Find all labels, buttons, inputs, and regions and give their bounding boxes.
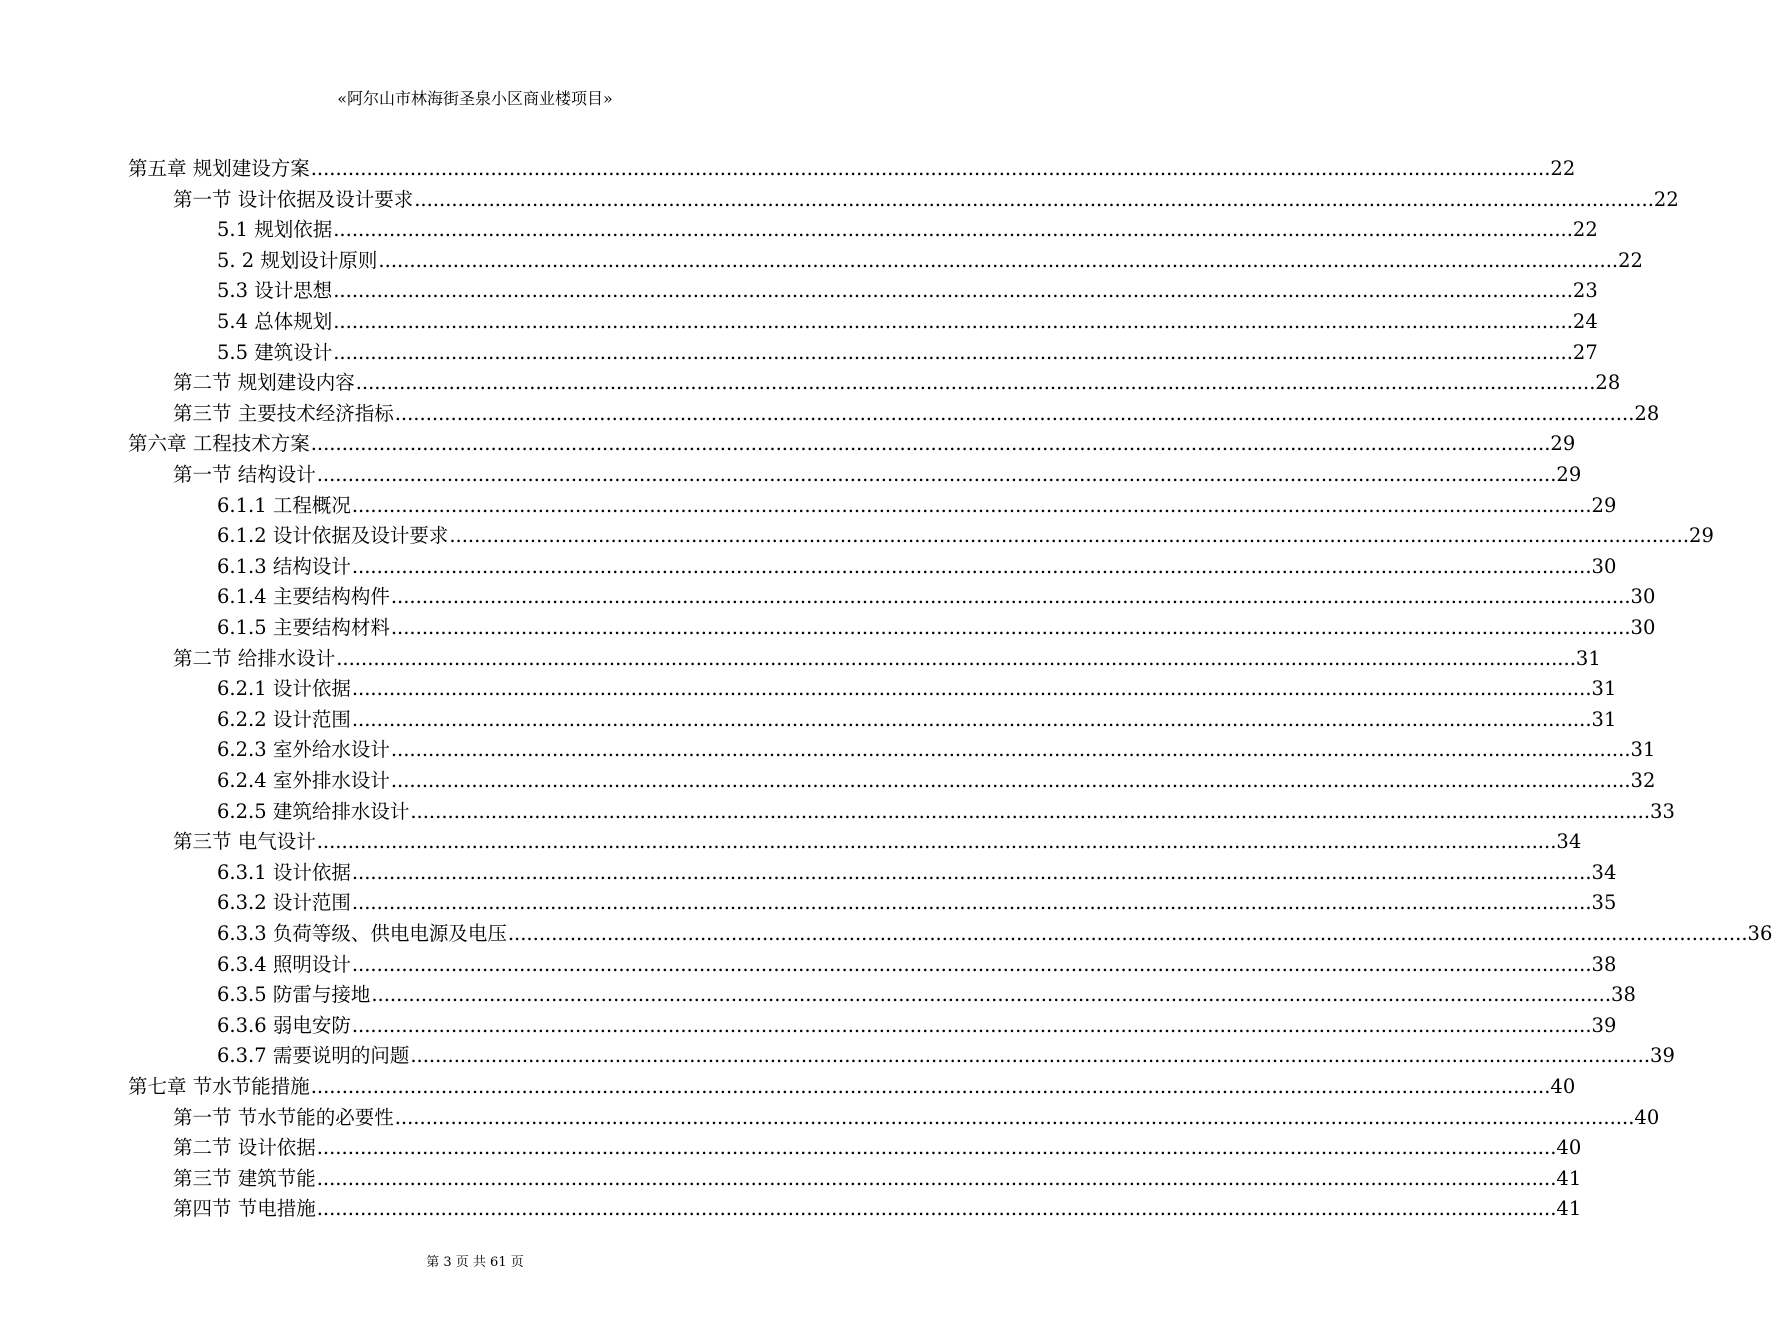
toc-leader-dots: ........................................................................................................................................................................................................: [351, 952, 1592, 976]
toc-entry-title: 第六章 工程技术方案: [128, 432, 310, 456]
toc-page-number: 38: [1591, 952, 1617, 976]
toc-leader-dots: ........................................................................................................................................................................................................: [310, 157, 1551, 180]
toc-leader-dots: ........................................................................................................................................................................................................: [310, 1075, 1551, 1098]
toc-page-number: 30: [1630, 585, 1656, 609]
toc-entry[interactable]: [173, 183, 1679, 213]
toc-page-number: 29: [1556, 463, 1582, 486]
toc-entry-title: 第二节 给排水设计: [173, 646, 336, 670]
toc-leader-dots: ........................................................................................................................................................................................................: [351, 1013, 1592, 1037]
toc-page-number: 29: [1550, 432, 1576, 456]
document-header: «阿尔山市林海街圣泉小区商业楼项目»: [337, 89, 613, 108]
toc-page-number: 23: [1572, 279, 1598, 303]
toc-entry[interactable]: [217, 733, 1656, 763]
toc-page-number: 27: [1572, 340, 1598, 364]
toc-entry[interactable]: [217, 213, 1598, 243]
toc-leader-dots: ........................................................................................................................................................................................................: [333, 310, 1573, 333]
toc-page-number: 29: [1689, 524, 1714, 548]
toc-entry[interactable]: [217, 611, 1656, 641]
toc-entry-title: 6.3.6 弱电安防: [217, 1013, 351, 1037]
toc-page-number: 28: [1634, 401, 1660, 425]
toc-entry-title: 6.1.4 主要结构构件: [217, 585, 390, 609]
toc-entry-title: 6.2.1 设计依据: [217, 677, 351, 701]
toc-leader-dots: ........................................................................................................................................................................................................: [394, 401, 1635, 425]
toc-entry[interactable]: [217, 244, 1643, 274]
toc-entry[interactable]: [128, 152, 1576, 182]
toc-entry-title: 6.1.2 设计依据及设计要求: [217, 524, 449, 548]
toc-entry[interactable]: [173, 1192, 1582, 1222]
toc-leader-dots: ........................................................................................................................................................................................................: [351, 554, 1592, 578]
toc-page-number: 32: [1630, 769, 1656, 792]
toc-entry-title: 5.5 建筑设计: [217, 340, 333, 364]
toc-entry-title: 第三节 电气设计: [173, 830, 316, 854]
toc-page-number: 33: [1650, 799, 1675, 823]
toc-leader-dots: ........................................................................................................................................................................................................: [351, 707, 1592, 731]
toc-entry[interactable]: [173, 1101, 1660, 1131]
toc-leader-dots: ........................................................................................................................................................................................................: [316, 1136, 1557, 1160]
toc-leader-dots: ........................................................................................................................................................................................................: [394, 1105, 1635, 1129]
toc-leader-dots: ........................................................................................................................................................................................................: [316, 830, 1557, 854]
toc-leader-dots: ........................................................................................................................................................................................................: [316, 1197, 1557, 1221]
toc-page-number: 31: [1575, 646, 1601, 670]
toc-leader-dots: ........................................................................................................................................................................................................: [378, 248, 1619, 272]
toc-entry[interactable]: [217, 886, 1617, 916]
toc-page-number: 30: [1591, 554, 1617, 578]
toc-leader-dots: ........................................................................................................................................................................................................: [351, 493, 1592, 517]
toc-entry[interactable]: [217, 856, 1617, 886]
page-footer: 第 3 页 共 61 页: [426, 1255, 524, 1270]
toc-page-number: 31: [1591, 707, 1617, 731]
toc-leader-dots: ........................................................................................................................................................................................................: [351, 860, 1592, 884]
toc-leader-dots: ........................................................................................................................................................................................................: [351, 891, 1592, 915]
toc-entry[interactable]: [217, 550, 1617, 580]
toc-entry-title: 6.2.3 室外给水设计: [217, 738, 390, 762]
toc-entry-title: 第一节 设计依据及设计要求: [173, 187, 414, 211]
toc-entry[interactable]: [173, 397, 1660, 427]
toc-entry[interactable]: [173, 642, 1601, 672]
toc-page-number: 36: [1747, 922, 1772, 945]
toc-leader-dots: ........................................................................................................................................................................................................: [336, 646, 1576, 670]
toc-entry-title: 6.1.5 主要结构材料: [217, 616, 390, 639]
toc-entry[interactable]: [217, 274, 1598, 304]
toc-entry[interactable]: [173, 366, 1621, 396]
toc-page-number: 38: [1611, 983, 1636, 1007]
toc-page-number: 31: [1630, 738, 1656, 762]
toc-page-number: 34: [1556, 830, 1582, 854]
toc-entry[interactable]: [128, 427, 1576, 457]
toc-page-number: 40: [1550, 1075, 1576, 1098]
toc-entry[interactable]: [128, 1070, 1576, 1100]
toc-leader-dots: ........................................................................................................................................................................................................: [449, 524, 1690, 548]
toc-page-number: 39: [1591, 1013, 1617, 1037]
toc-page-number: 34: [1591, 860, 1617, 884]
toc-page-number: 22: [1653, 187, 1679, 211]
toc-page-number: 22: [1572, 218, 1598, 242]
toc-page-number: 31: [1591, 677, 1617, 701]
toc-entry-title: 第七章 节水节能措施: [128, 1075, 310, 1098]
toc-entry-title: 6.2.2 设计范围: [217, 707, 351, 731]
toc-entry-title: 5. 2 规划设计原则: [217, 248, 378, 272]
toc-page-number: 41: [1556, 1197, 1582, 1221]
toc-entry-title: 6.3.4 照明设计: [217, 952, 351, 976]
toc-page-number: 22: [1618, 248, 1643, 272]
toc-leader-dots: ........................................................................................................................................................................................................: [333, 340, 1573, 364]
toc-leader-dots: ........................................................................................................................................................................................................: [410, 799, 1651, 823]
toc-entry[interactable]: [217, 305, 1598, 335]
toc-entry[interactable]: [217, 703, 1617, 733]
toc-entry[interactable]: [217, 1039, 1675, 1069]
toc-entry[interactable]: [217, 795, 1675, 825]
toc-entry-title: 第二节 设计依据: [173, 1136, 316, 1160]
toc-leader-dots: ........................................................................................................................................................................................................: [316, 1166, 1557, 1190]
toc-entry[interactable]: [217, 489, 1617, 519]
toc-leader-dots: ........................................................................................................................................................................................................: [414, 187, 1654, 211]
toc-entry-title: 6.2.4 室外排水设计: [217, 769, 390, 792]
toc-entry-title: 6.3.1 设计依据: [217, 860, 351, 884]
toc-leader-dots: ........................................................................................................................................................................................................: [316, 463, 1557, 486]
toc-entry-title: 第四节 节电措施: [173, 1197, 316, 1221]
toc-page-number: 24: [1572, 310, 1598, 333]
toc-entry-title: 第三节 建筑节能: [173, 1166, 316, 1190]
toc-leader-dots: ........................................................................................................................................................................................................: [390, 738, 1631, 762]
toc-page-number: 28: [1595, 371, 1621, 395]
toc-leader-dots: ........................................................................................................................................................................................................: [310, 432, 1551, 456]
toc-entry[interactable]: [173, 1162, 1582, 1192]
toc-leader-dots: ........................................................................................................................................................................................................: [410, 1044, 1651, 1068]
toc-entry-title: 6.1.3 结构设计: [217, 554, 351, 578]
toc-entry-title: 第二节 规划建设内容: [173, 371, 355, 395]
toc-entry[interactable]: [217, 948, 1617, 978]
toc-entry-title: 6.1.1 工程概况: [217, 493, 351, 517]
toc-entry[interactable]: [173, 458, 1582, 488]
toc-entry-title: 6.3.3 负荷等级、供电电源及电压: [217, 922, 507, 945]
toc-entry[interactable]: [217, 336, 1598, 366]
toc-page-number: 40: [1634, 1105, 1660, 1129]
toc-leader-dots: ........................................................................................................................................................................................................: [390, 616, 1631, 639]
toc-page-number: 39: [1650, 1044, 1675, 1068]
toc-entry[interactable]: [217, 917, 1772, 947]
toc-entry-title: 5.1 规划依据: [217, 218, 333, 242]
toc-entry-title: 5.4 总体规划: [217, 310, 333, 333]
toc-entry[interactable]: [173, 1131, 1582, 1161]
toc-page-number: 30: [1630, 616, 1656, 639]
toc-entry-title: 6.3.7 需要说明的问题: [217, 1044, 410, 1068]
toc-entry-title: 第五章 规划建设方案: [128, 157, 310, 180]
toc-entry[interactable]: [217, 672, 1617, 702]
toc-entry-title: 第一节 节水节能的必要性: [173, 1105, 394, 1129]
toc-entry-title: 6.2.5 建筑给排水设计: [217, 799, 410, 823]
toc-page-number: 41: [1556, 1166, 1582, 1190]
toc-leader-dots: ........................................................................................................................................................................................................: [507, 922, 1748, 945]
toc-page-number: 40: [1556, 1136, 1582, 1160]
toc-page-number: 35: [1591, 891, 1617, 915]
toc-entry-title: 第三节 主要技术经济指标: [173, 401, 394, 425]
toc-entry[interactable]: [217, 978, 1636, 1008]
toc-entry-title: 6.3.2 设计范围: [217, 891, 351, 915]
toc-leader-dots: ........................................................................................................................................................................................................: [371, 983, 1612, 1007]
toc-entry[interactable]: [217, 764, 1656, 794]
toc-entry-title: 5.3 设计思想: [217, 279, 333, 303]
toc-leader-dots: ........................................................................................................................................................................................................: [351, 677, 1592, 701]
toc-page-number: 29: [1591, 493, 1617, 517]
toc-leader-dots: ........................................................................................................................................................................................................: [333, 218, 1573, 242]
toc-entry-title: 6.3.5 防雷与接地: [217, 983, 371, 1007]
toc-leader-dots: ........................................................................................................................................................................................................: [390, 769, 1631, 792]
toc-entry[interactable]: [217, 1009, 1617, 1039]
toc-entry-title: 第一节 结构设计: [173, 463, 316, 486]
toc-entry[interactable]: [217, 519, 1714, 549]
toc-page-number: 22: [1550, 157, 1576, 180]
toc-leader-dots: ........................................................................................................................................................................................................: [333, 279, 1573, 303]
toc-entry[interactable]: [173, 825, 1582, 855]
toc-leader-dots: ........................................................................................................................................................................................................: [390, 585, 1631, 609]
toc-leader-dots: ........................................................................................................................................................................................................: [355, 371, 1596, 395]
toc-entry[interactable]: [217, 580, 1656, 610]
